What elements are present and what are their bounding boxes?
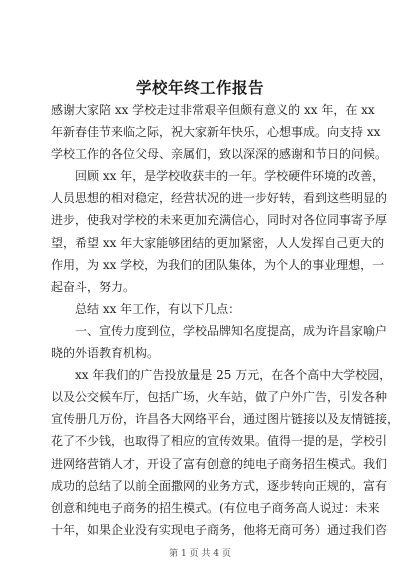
body-line: 创意和纯电子商务的招生模式。(有位电子商务高人说过：未来 xyxy=(51,500,380,515)
body-line: 学校工作的各位父母、亲属们，致以深深的感谢和节日的问候。 xyxy=(51,147,388,162)
document-body xyxy=(51,99,400,541)
body-line: 进网络营销人才，开设了富有创意的纯电子商务招生模式。我们 xyxy=(51,456,388,471)
body-line: 一、宣传力度到位，学校品牌知名度提高，成为许昌家喻户 xyxy=(75,323,388,338)
body-line: 成功的总结了以前全面撒网的业务方式，逐步转向正规的，富有 xyxy=(51,478,388,493)
body-line: 作用，为 xx 学校，为我们的团队集体，为个人的事业理想，一 xyxy=(51,257,385,272)
body-line: 望，希望 xx 年大家能够团结的更加紧密，人人发挥自己更大的 xyxy=(51,235,385,250)
body-line: 宣传册几万份，许昌各大网络平台，通过图片链接以及友情链接， xyxy=(51,412,400,427)
body-line: 年新春佳节来临之际，祝大家新年快乐，心想事成。向支持 xx xyxy=(51,125,381,140)
body-line: 十年，如果企业没有实现电子商务，他将无商可务）通过我们咨 xyxy=(51,522,388,537)
page-footer: 第 1 页 共 4 页 xyxy=(169,549,231,559)
body-line: 进步，使我对学校的未来更加充满信心，同时对各位同事寄予厚 xyxy=(51,213,388,228)
body-line: 花了不少钱，也取得了相应的宣传效果。值得一提的是，学校引 xyxy=(51,434,388,449)
document-title: 学校年终工作报告 xyxy=(135,78,264,97)
body-line: xx 年我们的广告投放量是 25 万元，在各个高中大学校园， xyxy=(75,368,392,383)
body-line: 总结 xx 年工作，有以下几点： xyxy=(75,301,241,316)
body-line: 晓的外语教育机构。 xyxy=(51,346,160,361)
body-line: 以及公交候车厅，包括广场，火车站，做了户外广告，引发各种 xyxy=(51,390,388,405)
body-line: 人员思想的相对稳定，经营状况的进一步好转，看到这些明显的 xyxy=(51,191,388,206)
body-line: 回顾 xx 年，是学校收获丰的一年。学校硬件环境的改善， xyxy=(75,169,385,184)
body-line: 起奋斗，努力。 xyxy=(51,279,136,294)
body-line: 感谢大家陪 xx 学校走过非常艰辛但颇有意义的 xx 年，在 xx xyxy=(51,103,375,117)
